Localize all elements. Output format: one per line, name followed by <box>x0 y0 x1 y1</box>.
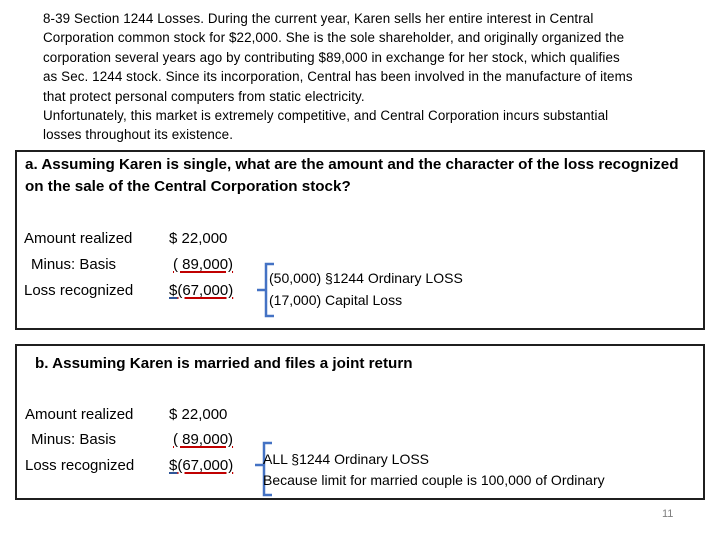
amount-realized-label: Amount realized <box>25 406 134 423</box>
loss-recognized-value <box>169 281 233 301</box>
part-a-note-ordinary: (50,000) §1244 Ordinary LOSS <box>269 270 463 286</box>
loss-recognized-sign: $ <box>169 457 178 474</box>
amount-realized-label: Amount realized <box>24 230 133 247</box>
minus-basis-label: Minus: Basis <box>31 256 117 273</box>
loss-recognized-label: Loss recognized <box>25 457 135 474</box>
part-b-question: b. Assuming Karen is married and files a joint return <box>35 355 413 372</box>
problem-line: as Sec. 1244 stock. Since its incorporation, Central has been involved in the manufacture of items <box>43 69 633 85</box>
basis-value <box>173 430 233 450</box>
problem-line: losses throughout its existence. <box>43 127 234 143</box>
part-b-note-limit: Because limit for married couple is 100,000 of Ordinary <box>263 472 605 488</box>
minus-basis-label: Minus: Basis <box>31 431 117 448</box>
amount-realized-value: $ 22,000 <box>169 230 228 247</box>
part-a-question <box>25 154 695 198</box>
problem-line: Unfortunately, this market is extremely competitive, and Central Corporation incurs substantial <box>43 108 609 124</box>
part-b-note-ordinary: ALL §1244 Ordinary LOSS <box>263 451 430 467</box>
loss-recognized-label: Loss recognized <box>24 282 134 299</box>
loss-recognized-amount: (67,000) <box>177 457 234 474</box>
basis-value-text: ( 89,000) <box>173 256 234 273</box>
basis-value <box>173 255 233 275</box>
part-b-box <box>15 344 705 500</box>
page-number: 11 <box>662 508 674 520</box>
problem-line: corporation several years ago by contributing $89,000 in exchange for her stock, which qualifies <box>43 49 620 65</box>
loss-recognized-amount: (67,000) <box>177 282 234 299</box>
part-a-note-capital: (17,000) Capital Loss <box>269 292 403 308</box>
problem-line: Corporation common stock for $22,000. She is the sole shareholder, and originally organized the <box>43 30 625 46</box>
basis-value-text: ( 89,000) <box>173 431 234 448</box>
part-a-box <box>15 150 705 330</box>
loss-recognized-sign: $ <box>169 282 178 299</box>
problem-statement <box>43 9 683 145</box>
part-a-question-line: on the sale of the Central Corporation stock? <box>25 178 351 195</box>
part-a-question-line: a. Assuming Karen is single, what are the amount and the character of the loss recognized <box>25 156 679 173</box>
problem-line: 8-39 Section 1244 Losses. During the current year, Karen sells her entire interest in Central <box>43 11 594 26</box>
amount-realized-value: $ 22,000 <box>169 406 228 423</box>
problem-line: that protect personal computers from static electricity. <box>43 88 365 104</box>
loss-recognized-value <box>169 456 233 476</box>
